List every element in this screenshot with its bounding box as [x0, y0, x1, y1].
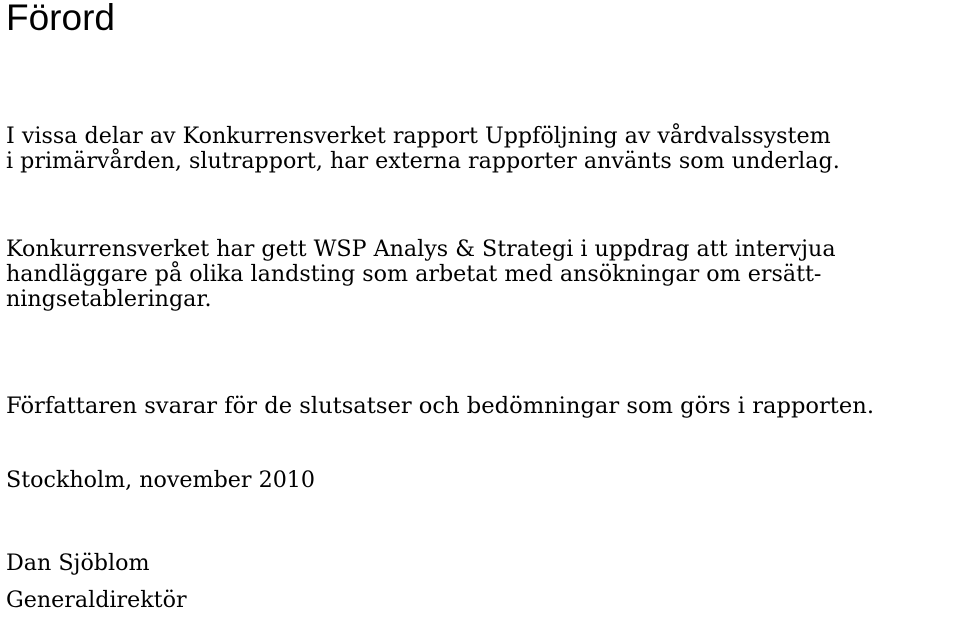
signature-block: [6, 545, 956, 619]
paragraph-line: i primärvården, slutrapport, har externa rapporter använts som underlag.: [6, 148, 840, 174]
paragraph-line: handläggare på olika landsting som arbetat med ansökningar om ersätt-: [6, 261, 822, 287]
place-and-date: [6, 468, 956, 493]
paragraph-line: Författaren svarar för de slutsatser och bedömningar som görs i rapporten.: [6, 393, 874, 419]
paragraph-assignment: [6, 237, 956, 312]
paragraph-line: Stockholm, november 2010: [6, 467, 316, 493]
paragraph-line: Konkurrensverket har gett WSP Analys & Strategi i uppdrag att intervjua: [6, 236, 836, 262]
paragraph-line: ningsetableringar.: [6, 286, 212, 312]
signature-role: Generaldirektör: [6, 587, 187, 613]
paragraph-sources: [6, 124, 956, 174]
page-title: Förord: [6, 0, 115, 38]
paragraph-responsibility: [6, 394, 956, 419]
signature-name: Dan Sjöblom: [6, 550, 150, 576]
paragraph-line: I vissa delar av Konkurrensverket rapport Uppföljning av vårdvalssystem: [6, 123, 831, 149]
